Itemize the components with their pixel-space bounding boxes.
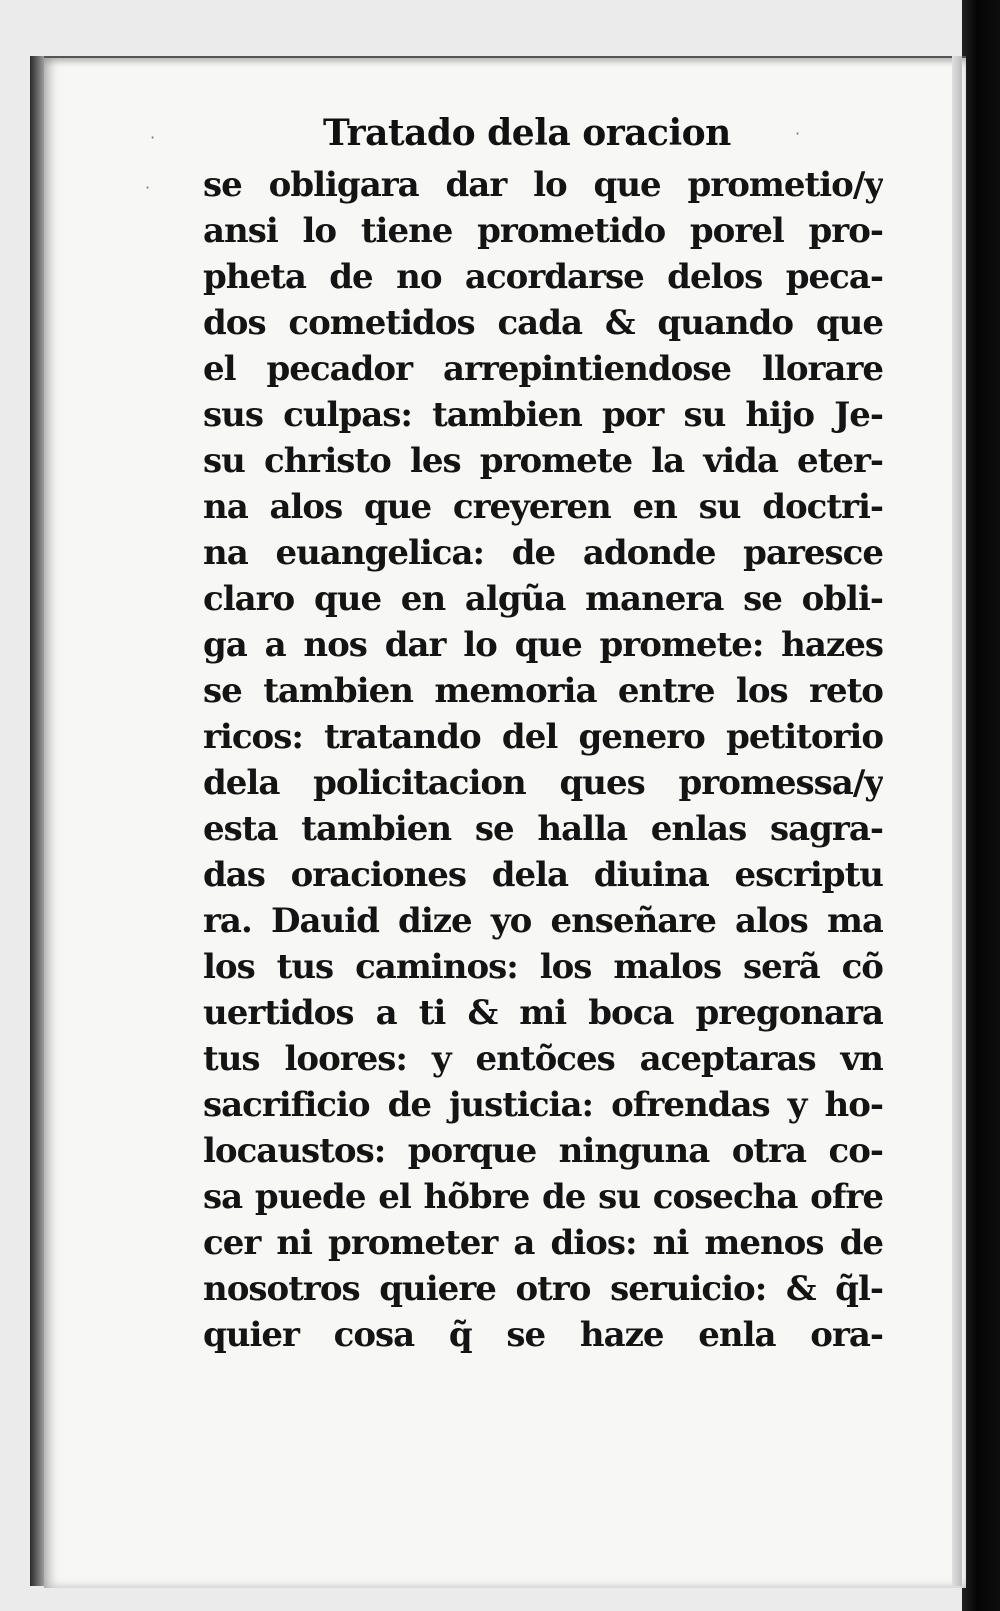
text-line: dos cometidos cada & quando que [203,303,883,343]
text-line: na alos que creyeren en su doctri- [203,487,883,527]
text-line: cer ni prometer a dios: ni menos de [203,1223,883,1263]
scan-speck: · [795,124,801,143]
text-line: dela policitacion ques promessa/y [203,763,883,803]
text-line: na euangelica: de adonde paresce [203,533,883,573]
text-line: los tus caminos: los malos serã cõ [203,947,883,987]
text-line: claro que en algũa manera se obli- [203,579,883,619]
text-line: ga a nos dar lo que promete: hazes [203,625,883,665]
text-line: el pecador arrepintiendose llorare [203,349,883,389]
text-line: uertidos a ti & mi boca pregonara [203,993,883,1033]
text-line: esta tambien se halla enlas sagra- [203,809,883,849]
page-fore-edge [952,56,962,1586]
scan-speck: · [145,178,151,197]
text-line: se obligara dar lo que prometio/y [203,165,883,205]
text-line: ansi lo tiene prometido porel pro- [203,211,883,251]
text-line: se tambien memoria entre los reto [203,671,883,711]
text-line: ricos: tratando del genero petitorio [203,717,883,757]
body-text [203,162,883,1358]
text-line: pheta de no acordarse delos peca- [203,257,883,297]
text-line: nosotros quiere otro seruicio: & q̃l- [203,1269,883,1309]
text-line: das oraciones dela diuina escriptu [203,855,883,895]
text-line: sacrificio de justicia: ofrendas y ho- [203,1085,883,1125]
text-line: quier cosa q̃ se haze enla ora- [203,1315,883,1355]
text-line: sa puede el hõbre de su cosecha ofre [203,1177,883,1217]
text-line: ra. Dauid dize yo enseñare alos ma [203,901,883,941]
text-line: su christo les promete la vida eter- [203,441,883,481]
running-head: Tratado dela oracion [323,112,731,154]
text-line: sus culpas: tambien por su hijo Je- [203,395,883,435]
text-line: tus loores: y entõces aceptaras vn [203,1039,883,1079]
book-binding-edge [962,0,1000,1611]
text-line: locaustos: porque ninguna otra co- [203,1131,883,1171]
scan-speck: · [150,128,156,147]
